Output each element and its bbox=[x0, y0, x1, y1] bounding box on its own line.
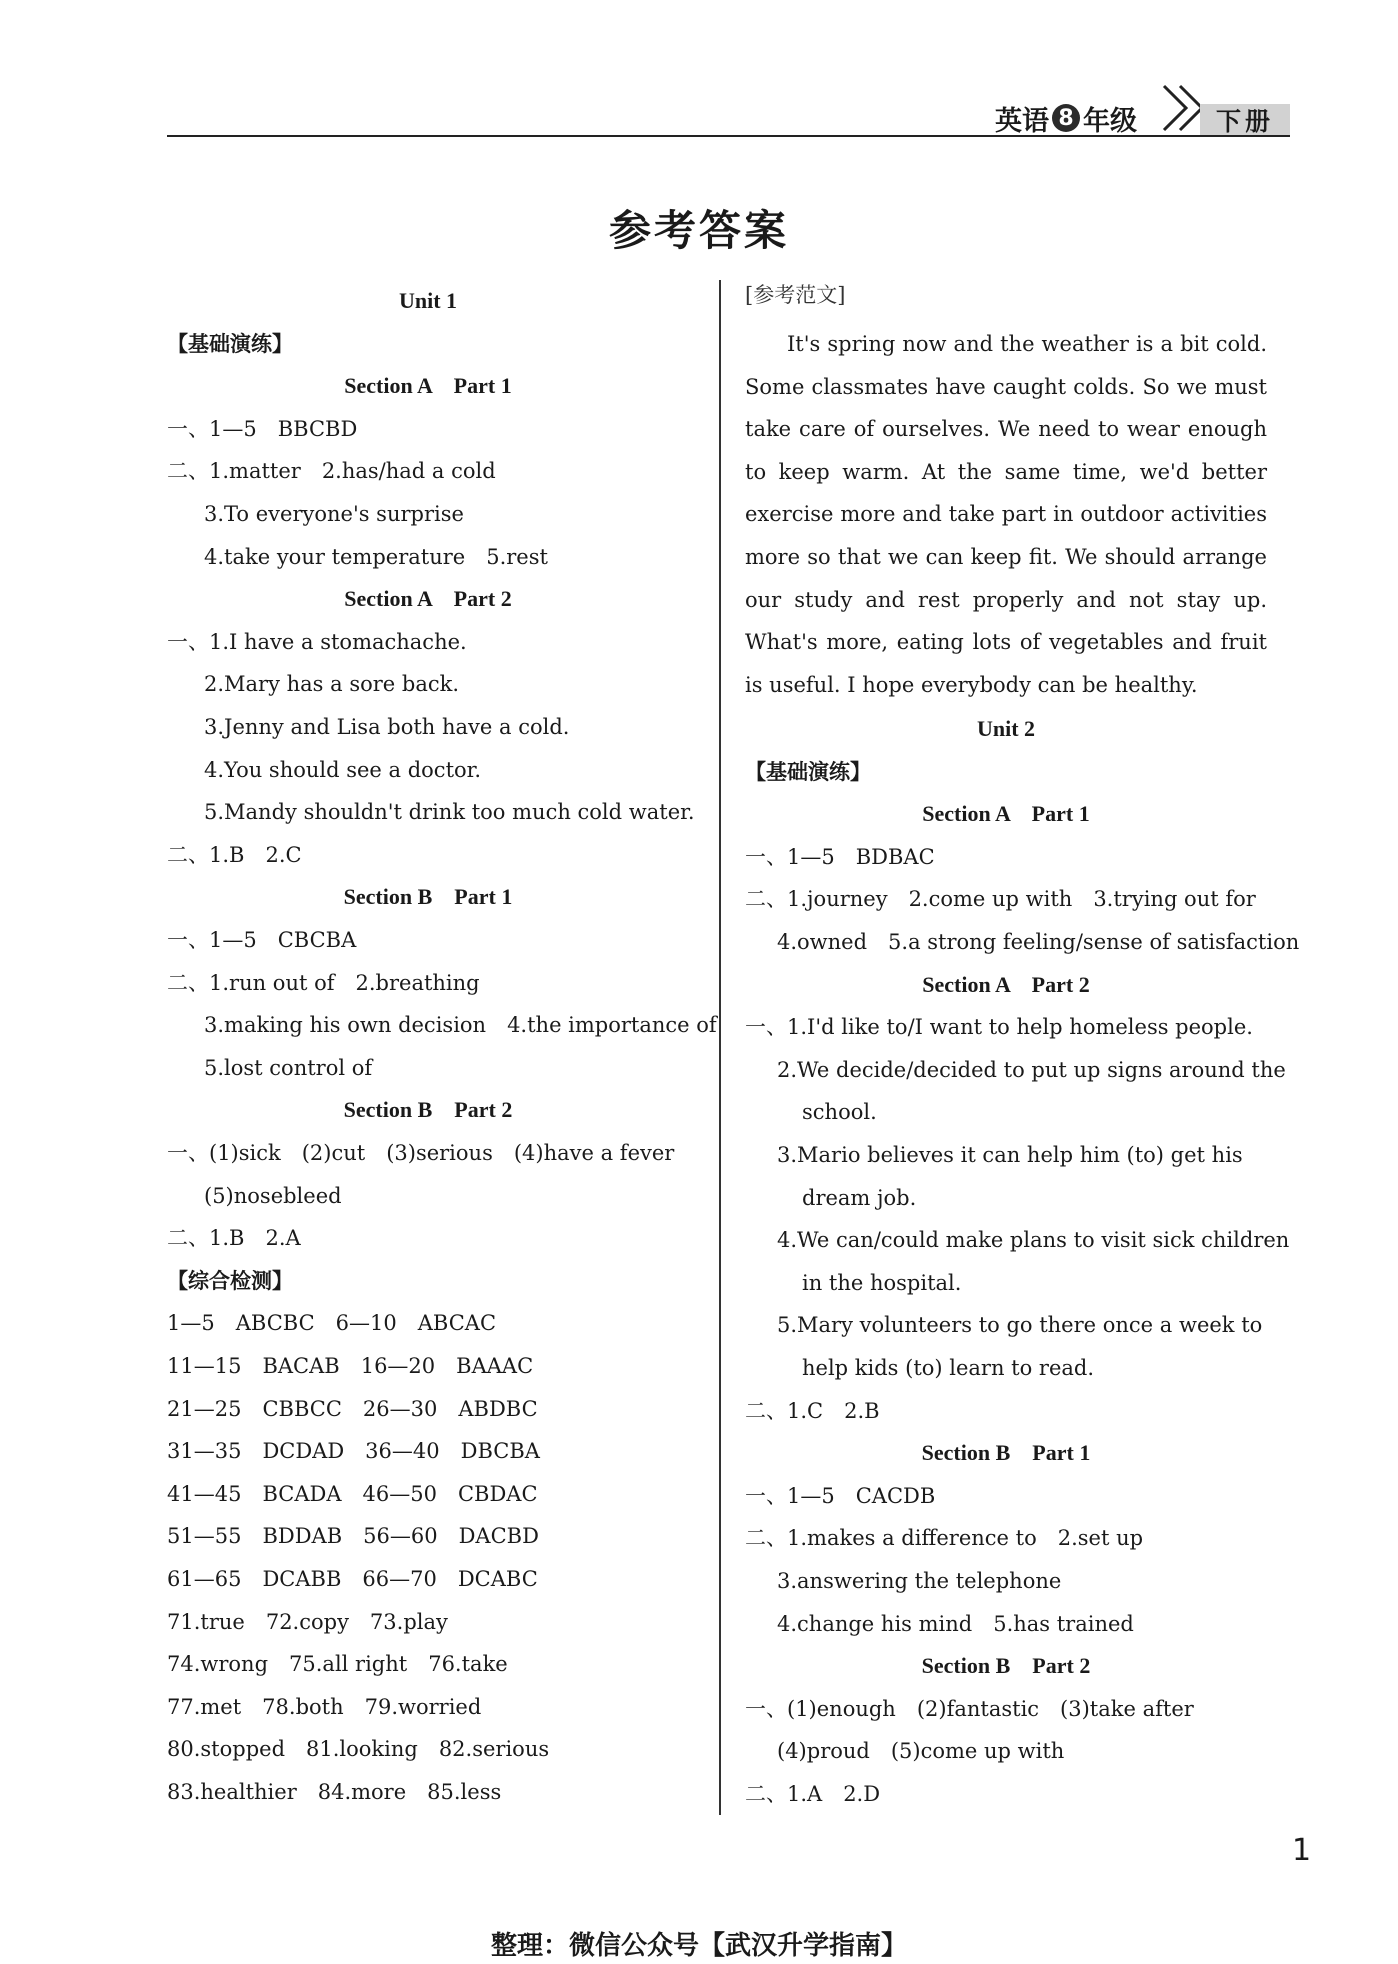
answer-line: 一、1.I have a stomachache. bbox=[167, 629, 467, 654]
answer-line: 71.true 72.copy 73.play bbox=[167, 1609, 448, 1634]
answer-line: 二、1.C 2.B bbox=[745, 1398, 880, 1423]
page-title: 参考答案 bbox=[608, 206, 789, 255]
answer-subline: 2.Mary has a sore back. bbox=[204, 672, 460, 697]
answer-subline: 3.To everyone's surprise bbox=[204, 502, 464, 526]
answer-line: 二、1.A 2.D bbox=[745, 1782, 881, 1806]
answer-line: 一、1.I'd like to/I want to help homeless people. bbox=[745, 1015, 1253, 1040]
answer-line: 二、1.B 2.C bbox=[167, 842, 302, 867]
answer-subline: 4.You should see a doctor. bbox=[204, 757, 482, 782]
section-heading: Section B Part 2 bbox=[921, 1653, 1091, 1679]
answer-subline: 3.making his own decision 4.the importance of bbox=[204, 1013, 717, 1038]
answer-continuation: school. bbox=[802, 1100, 877, 1125]
answer-line: 77.met 78.both 79.worried bbox=[167, 1694, 482, 1719]
answer-line: 1—5 ABCBC 6—10 ABCAC bbox=[167, 1311, 497, 1336]
answer-line: 二、1.run out of 2.breathing bbox=[167, 970, 480, 995]
answer-line: 51—55 BDDAB 56—60 DACBD bbox=[167, 1524, 539, 1549]
section-heading: Section B Part 2 bbox=[343, 1097, 513, 1123]
grade-suffix: 年级 bbox=[1083, 105, 1137, 137]
answer-subline: 5.lost control of bbox=[204, 1055, 373, 1080]
answer-line: 一、1—5 CBCBA bbox=[167, 928, 357, 952]
answer-line: 80.stopped 81.looking 82.serious bbox=[167, 1737, 550, 1762]
column-divider bbox=[719, 280, 721, 1815]
answer-subline: 4.owned 5.a strong feeling/sense of satisfaction bbox=[777, 930, 1300, 954]
answer-line: 二、1.matter 2.has/had a cold bbox=[167, 459, 496, 484]
volume-tab: 下册 bbox=[1200, 104, 1290, 135]
answer-continuation: in the hospital. bbox=[802, 1270, 962, 1295]
answer-subline: (5)nosebleed bbox=[204, 1183, 342, 1208]
page-number: 1 bbox=[1292, 1833, 1312, 1868]
answer-line: 一、1—5 BDBAC bbox=[745, 844, 935, 869]
answer-subline: 3.Mario believes it can help him (to) get his bbox=[777, 1143, 1243, 1167]
section-heading: Section B Part 1 bbox=[343, 884, 513, 910]
footer-credit: 整理：微信公众号【武汉升学指南】 bbox=[490, 1931, 907, 1961]
answer-line: 二、1.makes a difference to 2.set up bbox=[745, 1526, 1144, 1551]
answer-subline: 4.change his mind 5.has trained bbox=[777, 1611, 1134, 1636]
answer-continuation: help kids (to) learn to read. bbox=[802, 1356, 1095, 1380]
reference-essay: It's spring now and the weather is a bit cold. Some classmates have caught colds. So we must take care of ourselves. We need to wear enough to keep warm. At the same time, we'd better exercise more and take part in outdoor activities more so that we can keep fit. We should arrange our study and rest properly and not stay up. What's more, eating lots of vegetables and fruit is useful. I hope everybody can be healthy. bbox=[745, 332, 1267, 697]
section-heading: Section B Part 1 bbox=[921, 1440, 1091, 1466]
answer-subline: 4.take your temperature 5.rest bbox=[204, 544, 548, 569]
section-heading: Section A Part 2 bbox=[344, 586, 512, 612]
answer-subline: 2.We decide/decided to put up signs around the bbox=[777, 1057, 1286, 1082]
section-heading: Section A Part 2 bbox=[922, 971, 1090, 997]
answer-line: 74.wrong 75.all right 76.take bbox=[167, 1652, 508, 1677]
unit-heading: Unit 2 bbox=[976, 716, 1036, 741]
answer-line: 一、1—5 BBCBD bbox=[167, 416, 358, 441]
answer-line: 一、(1)enough (2)fantastic (3)take after bbox=[745, 1696, 1194, 1721]
answer-subline: (4)proud (5)come up with bbox=[777, 1739, 1065, 1764]
category-heading: 【综合检测】 bbox=[167, 1268, 293, 1293]
answer-line: 83.healthier 84.more 85.less bbox=[167, 1780, 502, 1804]
category-heading: 【基础演练】 bbox=[167, 331, 293, 356]
section-heading: Section A Part 1 bbox=[922, 801, 1090, 827]
answer-line: 二、1.B 2.A bbox=[167, 1226, 301, 1251]
answer-line: 21—25 CBBCC 26—30 ABDBC bbox=[167, 1396, 538, 1421]
unit-heading: Unit 1 bbox=[398, 288, 458, 313]
answer-subline: 3.answering the telephone bbox=[777, 1569, 1062, 1593]
answer-subline: 4.We can/could make plans to visit sick children bbox=[777, 1228, 1290, 1253]
answer-line: 61—65 DCABB 66—70 DCABC bbox=[167, 1567, 538, 1591]
answer-line: 11—15 BACAB 16—20 BAAAC bbox=[167, 1354, 534, 1378]
category-heading: 【基础演练】 bbox=[745, 759, 871, 784]
subject-label: 英语 bbox=[995, 105, 1049, 137]
reference-essay-label: [参考范文] bbox=[745, 283, 846, 307]
answer-subline: 5.Mary volunteers to go there once a week to bbox=[777, 1313, 1263, 1338]
header-subject-grade bbox=[995, 102, 1137, 137]
answer-line: 二、1.journey 2.come up with 3.trying out for bbox=[745, 887, 1256, 912]
answer-line: 一、1—5 CACDB bbox=[745, 1483, 936, 1508]
answer-subline: 5.Mandy shouldn't drink too much cold water. bbox=[204, 800, 695, 825]
answer-continuation: dream job. bbox=[802, 1185, 917, 1210]
answer-line: 31—35 DCDAD 36—40 DBCBA bbox=[167, 1439, 540, 1464]
answer-line: 41—45 BCADA 46—50 CBDAC bbox=[167, 1481, 538, 1506]
section-heading: Section A Part 1 bbox=[344, 373, 512, 399]
grade-number-badge: 8 bbox=[1052, 104, 1080, 132]
answer-subline: 3.Jenny and Lisa both have a cold. bbox=[204, 715, 570, 739]
answer-line: 一、(1)sick (2)cut (3)serious (4)have a fever bbox=[167, 1141, 675, 1165]
